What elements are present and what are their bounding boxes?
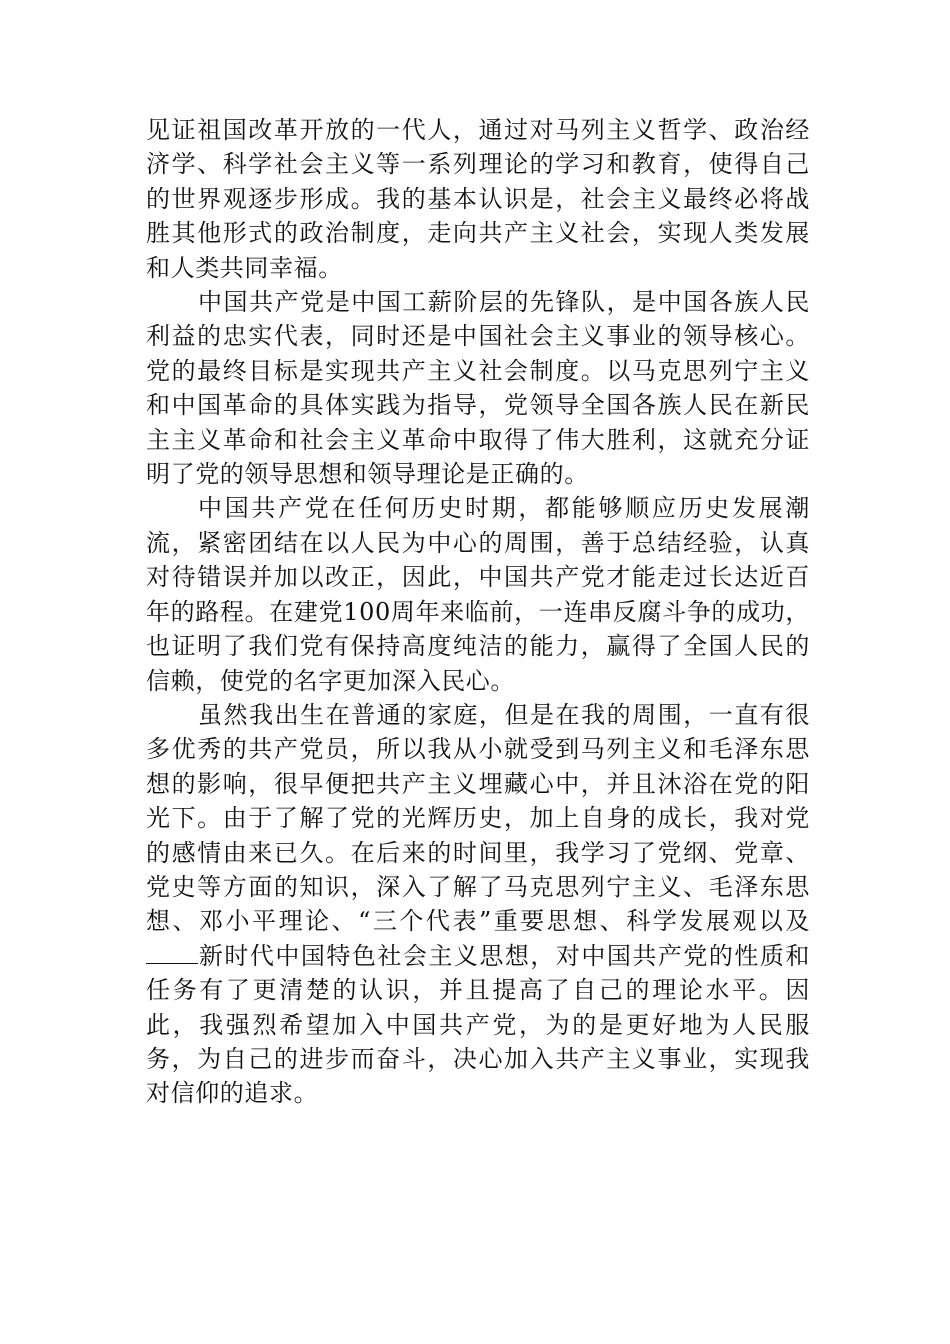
paragraph-4-part-1: 虽然我出生在普通的家庭，但是在我的周围，一直有很多优秀的共产党员，所以我从小就受到马列主义和毛泽东思想的影响，很早便把共产主义埋藏心中，并且沐浴在党的阳光下。由于了解了党的光辉历史，加上自身的成长，我对党的感情由来已久。在后来的时间里，我学习了党纲、党章、党史等方面的知识，深入了解了马克思列宁主义、毛泽东思想、邓小平理论、“三个代表”重要思想、科学发展观以及 [146,700,810,936]
paragraph-4 [146,698,810,1111]
paragraph-1: 见证祖国改革开放的一代人，通过对马列主义哲学、政治经济学、科学社会主义等一系列理论的学习和教育，使得自己的世界观逐步形成。我的基本认识是，社会主义最终必将战胜其他形式的政治制度，走向共产主义社会，实现人类发展和人类共同幸福。 [146,116,810,282]
fill-in-blank [146,941,198,964]
paragraph-3: 中国共产党在任何历史时期，都能够顺应历史发展潮流，紧密团结在以人民为中心的周围，善于总结经验，认真对待错误并加以改正，因此，中国共产党才能走过长达近百年的路程。在建党100周年来临前，一连串反腐斗争的成功，也证明了我们党有保持高度纯洁的能力，赢得了全国人民的信赖，使党的名字更加深入民心。 [146,494,810,695]
paragraph-4-part-2: 新时代中国特色社会主义思想，对中国共产党的性质和任务有了更清楚的认识，并且提高了自己的理论水平。因此，我强烈希望加入中国共产党，为的是更好地为人民服务，为自己的进步而奋斗，决心加入共产主义事业，实现我对信仰的追求。 [146,941,810,1108]
paragraph-2: 中国共产党是中国工薪阶层的先锋队，是中国各族人民利益的忠实代表，同时还是中国社会主义事业的领导核心。党的最终目标是实现共产主义社会制度。以马克思列宁主义和中国革命的具体实践为指导，党领导全国各族人民在新民主主义革命和社会主义革命中取得了伟大胜利，这就充分证明了党的领导思想和领导理论是正确的。 [146,288,810,489]
document-body [146,113,810,1111]
